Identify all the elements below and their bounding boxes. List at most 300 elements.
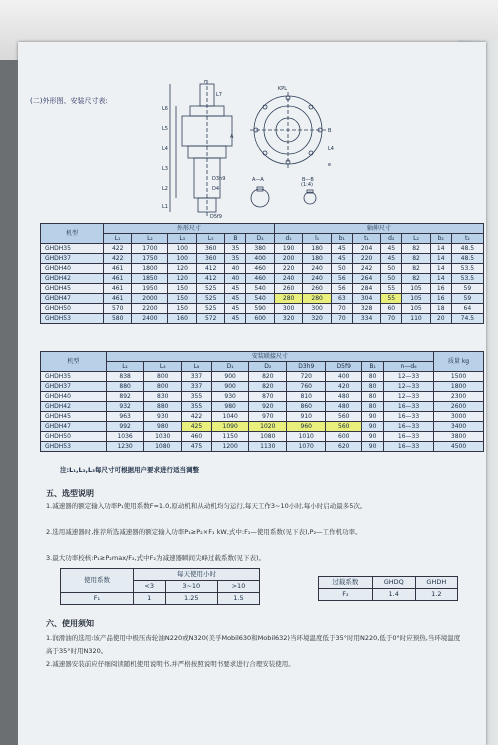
table-row [41,284,484,294]
table-cell: 461 [103,284,131,294]
table-cell: 63 [331,294,352,304]
table1-column-header: D₄ [246,234,274,244]
table-cell: 1020 [249,422,287,432]
table-cell: 16—33 [384,432,434,442]
table-cell: 425 [182,422,212,432]
technical-drawing [160,80,350,220]
table-cell: 35 [225,244,246,254]
table-cell: 150 [168,284,196,294]
t1-outline-header: 外形尺寸 [103,224,274,234]
dimension-table [40,223,484,324]
table-cell: 460 [182,432,212,442]
table-row [41,382,484,392]
table-cell: 820 [249,372,287,382]
table2-column-header: n—d₆ [384,362,434,372]
drawing-label-f: F [204,80,207,85]
model-cell: GHDH42 [41,402,107,412]
table-cell: 380 [246,244,274,254]
table-cell: 45 [225,314,246,324]
table-cell: 4500 [434,442,484,452]
drawing-label-l4: L4 [162,146,168,152]
table-row [41,294,484,304]
table-cell: 480 [326,402,362,412]
table-cell: 1036 [106,432,144,442]
drawing-label-l4-right: L4 [328,146,334,152]
table-cell: 412 [196,274,224,284]
table-cell: 80 [362,372,384,382]
table-cell: 45 [225,294,246,304]
table-cell: 16—33 [384,402,434,412]
table-cell: 14 [430,244,451,254]
table-row [41,412,484,422]
table-cell: 400 [246,254,274,264]
table2-column-header: D3h9 [287,362,326,372]
table-cell: 1500 [434,372,484,382]
table-cell: 16 [430,284,451,294]
model-cell: GHDH45 [41,412,107,422]
table-cell: 120 [168,274,196,284]
table1-column-header: d₂ [381,234,402,244]
table-cell: 100 [168,254,196,264]
table-cell: 160 [168,314,196,324]
model-cell: GHDH42 [41,274,104,284]
table-cell: 55 [381,284,402,294]
table-cell: 300 [274,304,302,314]
table-cell: 55 [381,294,402,304]
table-cell: 980 [144,422,182,432]
table-row [41,304,484,314]
table-cell: 460 [246,274,274,284]
table-row [41,392,484,402]
table2-column-header: D5f9 [326,362,362,372]
table-cell: 810 [287,392,326,402]
t4-head-left: 过载系数 [319,577,373,589]
table-cell: 337 [182,382,212,392]
table-cell: 475 [182,442,212,452]
table-cell: 461 [103,294,131,304]
table-cell: 40 [225,274,246,284]
drawing-section-sub: (1:4) [301,182,313,188]
model-cell: GHDH35 [41,244,104,254]
table-cell: 960 [287,422,326,432]
table-cell: 35 [225,254,246,264]
table-cell: 18 [430,304,451,314]
model-cell: GHDH45 [41,284,104,294]
table1-column-header: b₁ [331,234,352,244]
table1-column-header: L₂ [132,234,168,244]
t2-install-header: 安装联接尺寸 [106,352,433,362]
t1-model-header: 机型 [41,224,104,244]
model-cell: GHDH50 [41,304,104,314]
table-cell: 560 [326,422,362,432]
table-cell: 80 [362,382,384,392]
table-cell: 2400 [132,314,168,324]
table-cell: 355 [182,392,212,402]
table-cell: 12—33 [384,372,434,382]
table-cell: 360 [196,254,224,264]
table-cell: 45 [331,254,352,264]
drawing-label-kpl: KPL [278,86,288,92]
table-cell: 337 [182,372,212,382]
table-cell: 56 [331,274,352,284]
table-cell: 110 [402,314,430,324]
drawing-label-d4: D4 [212,186,220,192]
table-cell: 90 [362,442,384,452]
table-cell: 355 [182,402,212,412]
table-cell: 120 [168,264,196,274]
table-cell: 1080 [144,442,182,452]
table-cell: 16—33 [384,412,434,422]
table-cell: 420 [326,382,362,392]
table1-column-header: L₂ [402,234,430,244]
table-cell: 580 [103,314,131,324]
table-cell: 880 [144,402,182,412]
table-cell: 1850 [132,274,168,284]
table-cell: 320 [274,314,302,324]
table-cell: 930 [144,412,182,422]
table-cell: 800 [144,372,182,382]
table-cell: 220 [352,254,380,264]
table-cell: 920 [249,402,287,412]
drawing-label-l1: L1 [162,204,168,210]
table-cell: 1800 [132,264,168,274]
table-cell: 2200 [132,304,168,314]
t4-col: GHDQ [372,577,415,589]
table-cell: 980 [211,402,249,412]
table-cell: 328 [352,304,380,314]
table-cell: 1030 [144,432,182,442]
table-cell: 3800 [434,432,484,442]
table-cell: 461 [103,274,131,284]
table-cell: 264 [352,274,380,284]
table-cell: 422 [103,254,131,264]
table-cell: 334 [352,314,380,324]
section5-title: 五、选型说明 [46,489,94,498]
table-cell: 45 [331,244,352,254]
drawing-section-aa: A—A [252,177,264,183]
table-cell: 1200 [211,442,249,452]
table-cell: 64 [451,304,483,314]
table2-column-header: L₁ [106,362,144,372]
model-cell: GHDH47 [41,294,104,304]
table-cell: 900 [211,382,249,392]
table-cell: 1750 [132,254,168,264]
drawing-label-b: B [328,128,332,134]
table-cell: 16—33 [384,422,434,432]
table-row [41,372,484,382]
table-cell: 82 [402,244,430,254]
table-cell: 480 [326,392,362,402]
t3-value: 1.25 [165,593,217,605]
drawing-label-l2: L2 [162,186,168,192]
table-cell: 82 [402,264,430,274]
table-cell: 300 [303,304,331,314]
table-cell: 412 [196,264,224,274]
drawing-label-l7: L7 [216,92,222,98]
table-cell: 150 [168,294,196,304]
table-cell: 280 [274,294,302,304]
model-cell: GHDH53 [41,314,104,324]
table-cell: 105 [402,284,430,294]
table-cell: 992 [106,422,144,432]
table2-column-header: D₂ [249,362,287,372]
model-cell: GHDH50 [41,432,107,442]
table-cell: 900 [211,372,249,382]
table-cell: 14 [430,254,451,264]
table-cell: 2000 [132,294,168,304]
table-cell: 14 [430,274,451,284]
table-cell: 1130 [249,442,287,452]
table-cell: 2300 [434,392,484,402]
drawing-label-d5f9: D5f9 [210,214,222,220]
table-cell: 461 [103,264,131,274]
table-row [41,244,484,254]
table-cell: 932 [106,402,144,412]
table-cell: 20 [430,314,451,324]
table-cell: 240 [303,274,331,284]
table-cell: 422 [103,244,131,254]
table-cell: 80 [362,392,384,402]
section6-title: 六、使用须知 [46,619,94,628]
t2-mass-header: 质量 kg [434,352,484,372]
table-cell: 70 [331,304,352,314]
table-cell: 240 [274,274,302,284]
table-cell: 90 [362,412,384,422]
table1-column-header: t₂ [451,234,483,244]
table-cell: 70 [381,314,402,324]
table-cell: 422 [182,412,212,422]
model-cell: GHDH37 [41,382,107,392]
table-cell: 970 [249,412,287,422]
table-cell: 90 [362,432,384,442]
table-cell: 40 [225,264,246,274]
model-cell: GHDH40 [41,264,104,274]
table1-column-header: d₁ [274,234,302,244]
drawing-heading: (二)外形图、安装尺寸表: [30,97,108,105]
table-cell: 220 [274,264,302,274]
table1-column-header: L₁ [103,234,131,244]
table-cell: 260 [303,284,331,294]
table-cell: 12—33 [384,392,434,402]
t4-row-label: F₂ [319,589,373,601]
t3-value: 1 [133,593,165,605]
table-cell: 280 [303,294,331,304]
overload-factor-table [318,576,458,601]
drawing-label-a: A [230,134,234,140]
table-cell: 180 [303,254,331,264]
table-cell: 590 [246,304,274,314]
table-cell: 892 [106,392,144,402]
table-cell: 400 [326,372,362,382]
table-cell: 48.5 [451,244,483,254]
table-cell: 53.5 [451,274,483,284]
table-cell: 74.5 [451,314,483,324]
table-cell: 45 [381,254,402,264]
table-cell: 760 [287,382,326,392]
table-cell: 525 [196,304,224,314]
section5-p2: 2.选用减速器时,推荐所选减速器的额定输入功率P₁≥P₂×F₁ kW,式中:F₁—使用系数(见下表),P₂—工作机功率。 [46,528,362,536]
table-cell: 242 [352,264,380,274]
drawing-label-e: e [328,162,332,168]
table-cell: 2600 [434,402,484,412]
table-cell: 16—33 [384,442,434,452]
table1-column-header: l₁ [303,234,331,244]
table-cell: 82 [402,254,430,264]
table-cell: 1150 [211,432,249,442]
table-cell: 82 [402,274,430,284]
t1-shaft-header: 轴伸尺寸 [274,224,483,234]
t3-col: 3~10 [165,581,217,593]
table-cell: 304 [352,294,380,304]
table-cell: 525 [196,284,224,294]
table-cell: 1700 [132,244,168,254]
table-cell: 3400 [434,422,484,432]
table-row [41,254,484,264]
table2-column-header: L₄ [144,362,182,372]
model-cell: GHDH47 [41,422,107,432]
table-cell: 70 [331,314,352,324]
t3-row-label: F₁ [61,593,134,605]
section6-p2: 2.减速器安装前应仔细阅读随机使用说明书,并严格按照说明书要求进行合理安装使用。 [46,660,295,668]
drawing-label-l3: L3 [162,166,168,172]
table-cell: 1230 [106,442,144,452]
t4-value: 1.2 [415,589,457,601]
model-cell: GHDH35 [41,372,107,382]
table-cell: 1080 [249,432,287,442]
t3-col: >10 [217,581,259,593]
table-cell: 48.5 [451,254,483,264]
table-cell: 1950 [132,284,168,294]
table-cell: 1040 [211,412,249,422]
table-cell: 1010 [287,432,326,442]
drawing-label-l6: L6 [162,106,168,112]
table-cell: 56 [331,284,352,294]
t3-head-group: 每天使用小时 [133,569,259,581]
table-cell: 1090 [211,422,249,432]
table-cell: 50 [331,264,352,274]
table-cell: 540 [246,284,274,294]
drawing-label-d3h9: D3h9 [212,176,226,182]
table-cell: 14 [430,264,451,274]
table-cell: 100 [168,244,196,254]
table-cell: 190 [274,244,302,254]
table-row [41,402,484,412]
model-cell: GHDH40 [41,392,107,402]
table-cell: 200 [274,254,302,264]
usage-factor-table [60,568,260,605]
table-cell: 570 [103,304,131,314]
table2-column-header: L₈ [182,362,212,372]
table2-column-header: D₁ [211,362,249,372]
table-cell: 204 [352,244,380,254]
table-cell: 45 [225,304,246,314]
table-row [41,432,484,442]
table-cell: 930 [211,392,249,402]
table1-column-header: b₂ [430,234,451,244]
table1-column-header: t₁ [352,234,380,244]
table-row [41,264,484,274]
table-cell: 460 [246,264,274,274]
table-cell: 320 [303,314,331,324]
table-cell: 50 [381,274,402,284]
table-cell: 1070 [287,442,326,452]
table-note: 注:L₁,L₂,L₃每尺寸可根据用户要求进行适当调整 [60,466,200,474]
drawing-label-l5: L5 [162,126,168,132]
table-cell: 59 [451,284,483,294]
table-cell: 800 [144,382,182,392]
table-cell: 3000 [434,412,484,422]
installation-table [40,351,484,452]
section6-p1: 1.润滑油的选用:该产品使用中极压齿轮油N220或N320(美孚Mobil630和Mobil632)当环境温度低于35°时用N220,低于0°时应预热,当环境温度高于35°时用N320。 [46,634,461,655]
table-cell: 540 [246,294,274,304]
table-cell: 620 [326,442,362,452]
table-cell: 150 [168,304,196,314]
table-cell: 105 [402,304,430,314]
table-cell: 910 [287,412,326,422]
t4-value: 1.4 [372,589,415,601]
table1-column-header: L₅ [196,234,224,244]
table-cell: 180 [303,244,331,254]
section5-p1: 1.减速器的额定输入功率P₁使用系数F=1.0,原动机和从动机均匀运行,每天工作3~10小时,每小时启动最多5次。 [46,502,367,510]
model-cell: GHDH53 [41,442,107,452]
table-cell: 860 [287,402,326,412]
table-cell: 525 [196,294,224,304]
table-cell: 1800 [434,382,484,392]
table-cell: 600 [246,314,274,324]
table-cell: 820 [249,382,287,392]
table-row [41,422,484,432]
table-row [41,442,484,452]
table-cell: 80 [362,402,384,412]
table-cell: 572 [196,314,224,324]
t3-head-left: 使用系数 [61,569,134,593]
model-cell: GHDH37 [41,254,104,264]
table-cell: 870 [249,392,287,402]
table-cell: 284 [352,284,380,294]
table-cell: 963 [106,412,144,422]
table-cell: 600 [326,432,362,442]
table-row [41,274,484,284]
table-cell: 50 [381,264,402,274]
table-cell: 105 [402,294,430,304]
section5-p3: 3.最大功率校核:P₁≥P₂max/F₂,式中F₂为减速器瞬间尖峰过载系数(见下表)。 [46,554,266,562]
table-cell: 260 [274,284,302,294]
t3-value: 1.5 [217,593,259,605]
table-cell: 45 [381,244,402,254]
table-cell: 838 [106,372,144,382]
table-cell: 90 [362,422,384,432]
table-cell: 16 [430,294,451,304]
t3-col: <3 [133,581,165,593]
drawing-section-bb: B—B [302,177,314,183]
t4-col: GHDH [415,577,457,589]
table-cell: 59 [451,294,483,304]
table1-column-header: B [225,234,246,244]
table2-column-header: B₁ [362,362,384,372]
table1-column-header: L₃ [168,234,196,244]
table-cell: 45 [225,284,246,294]
table-row [41,314,484,324]
table-cell: 830 [144,392,182,402]
table-cell: 360 [196,244,224,254]
table-cell: 560 [326,412,362,422]
table-cell: 53.5 [451,264,483,274]
table-cell: 880 [106,382,144,392]
table-cell: 240 [303,264,331,274]
table-cell: 12—33 [384,382,434,392]
table-cell: 720 [287,372,326,382]
t2-model-header: 机型 [41,352,107,372]
